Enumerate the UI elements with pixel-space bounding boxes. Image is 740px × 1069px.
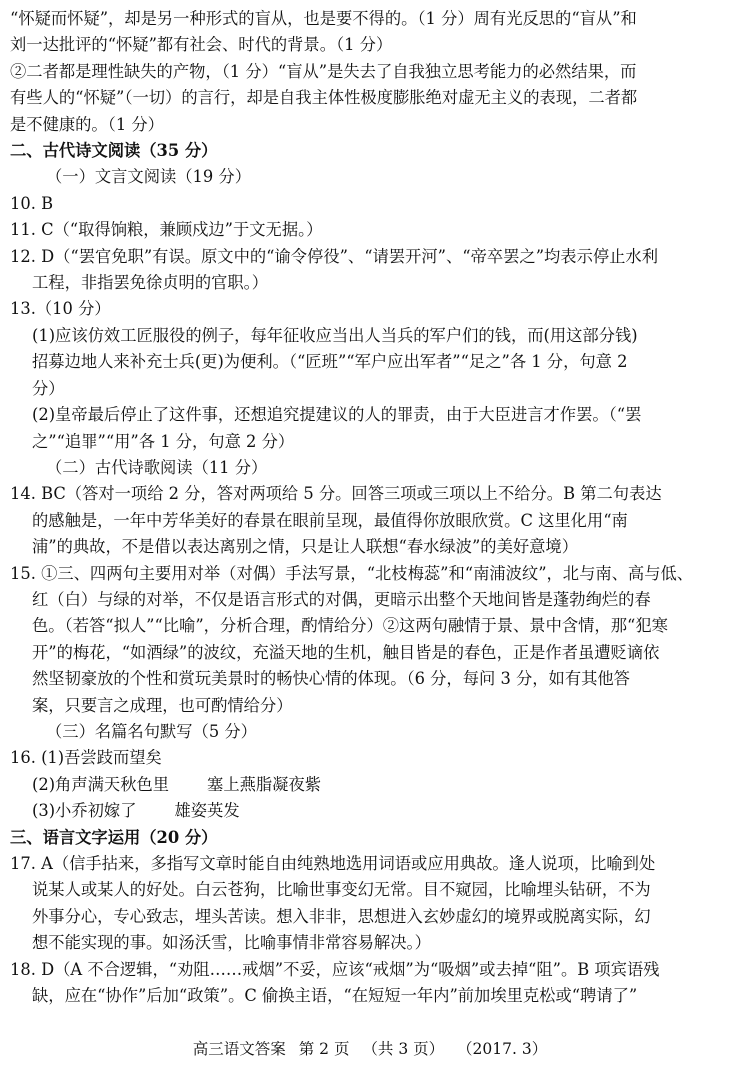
text-line: 的感触是，一年中芳华美好的春景在眼前呈现，最值得你放眼欣赏。C 这里化用“南	[32, 510, 628, 530]
section-heading: 三、语言文字运用（20 分）	[10, 827, 218, 847]
verse-line: (3)小乔初嫁了	[32, 801, 137, 821]
text-line	[10, 798, 730, 824]
text-line: 色。（若答“拟人”“比喻”，分析合理，酌情给分）②这两句融情于景、景中含情，那“犯寒	[32, 616, 668, 636]
subsection-heading: （一）文言文阅读（19 分）	[46, 167, 251, 187]
answer-15	[10, 561, 730, 719]
page-footer	[0, 1038, 740, 1060]
text-line: 外事分心，专心致志，埋头苦读。想入非非，思想进入玄妙虚幻的境界或脱离实际，幻	[32, 906, 651, 926]
text-line: 缺，应在“协作”后加“政策”。C 偷换主语，“在短短一年内”前加埃里克松或“聘请了”	[32, 986, 638, 1006]
footer-total-pages: （共 3 页）	[362, 1040, 445, 1058]
text-line: 有些人的“怀疑”（一切）的言行，却是自我主体性极度膨胀绝对虚无主义的表现，二者都	[10, 88, 638, 108]
answer-18	[10, 957, 730, 1010]
text-line: 想不能实现的事。如汤沃雪，比喻事情非常容易解决。）	[32, 933, 431, 953]
text-line: 18. D（A 不合逻辑，“劝阻……戒烟”不妥，应该“戒烟”为“吸烟”或去掉“阻”。B 项宾语残	[10, 959, 660, 979]
verse-line: 雄姿英发	[174, 801, 240, 821]
text-line: 开”的梅花，“如酒绿”的波纹，充溢天地的生机，触目皆是的春色，正是作者虽遭贬谪依	[32, 642, 660, 662]
text-line: ②二者都是理性缺失的产物，（1 分）“盲从”是失去了自我独立思考能力的必然结果，而	[10, 61, 637, 81]
text-line: 是不健康的。（1 分）	[10, 114, 164, 134]
verse-line: 塞上燕脂凝夜紫	[207, 774, 322, 794]
text-line: 之”“追罪”“用”各 1 分，句意 2 分）	[32, 431, 295, 451]
text-line: 分）	[32, 378, 65, 398]
text-line: 16. (1)吾尝跂而望矣	[10, 748, 162, 768]
text-line: 15. ①三、四两句主要用对举（对偶）手法写景，“北枝梅蕊”和“南浦波纹”，北与南、高与低、	[10, 563, 694, 583]
answer-10: 10. B	[10, 193, 54, 213]
answer-14	[10, 481, 730, 560]
text-line: 刘一达批评的“怀疑”都有社会、时代的背景。（1 分）	[10, 35, 393, 55]
text-line: 17. A（信手拈来，多指写文章时能自由纯熟地选用词语或应用典故。逢人说项，比喻到处	[10, 854, 656, 873]
text-line: (2)皇帝最后停止了这件事，还想追究提建议的人的罪责，由于大臣进言才作罢。（“罢	[32, 405, 642, 425]
answer-13	[10, 296, 730, 454]
section-heading: 二、古代诗文阅读（35 分）	[10, 141, 218, 161]
text-line: 案，只要言之成理，也可酌情给分）	[32, 695, 293, 715]
text-line: 工程，非指罢免徐贞明的官职。）	[32, 273, 269, 293]
footer-title: 高三语文答案	[192, 1040, 286, 1058]
text-line	[10, 772, 730, 798]
footer-page-number: 第 2 页	[298, 1040, 350, 1058]
text-line: 招募边地人来补充士兵(更)为便利。（“匠班”“军户应出军者”“足之”各 1 分，句意 2	[32, 352, 628, 372]
text-line: 然坚韧豪放的个性和赏玩美景时的畅快心情的体现。（6 分，每问 3 分，如有其他答	[32, 669, 630, 689]
subsection-heading: （二）古代诗歌阅读（11 分）	[46, 457, 268, 477]
text-line: 说某人或某人的好处。白云苍狗，比喻世事变幻无常。目不窥园，比喻埋头钻研，不为	[32, 880, 651, 900]
text-line: 12. D（“罢官免职”有误。原文中的“谕令停役”、“请罢开河”、“帝卒罢之”均表示停止水利	[10, 246, 658, 266]
text-line: 红（白）与绿的对举，不仅是语言形式的对偶，更暗示出整个天地间皆是蓬勃绚烂的春	[32, 589, 651, 609]
text-line: 13.（10 分）	[10, 299, 111, 319]
answer-11: 11. C（“取得饷粮，兼顾戍边”于文无据。）	[10, 220, 323, 240]
intro-block	[10, 6, 730, 138]
verse-line: (2)角声满天秋色里	[32, 774, 170, 794]
answer-12	[10, 244, 730, 297]
answer-17	[10, 851, 730, 957]
answer-16	[10, 745, 730, 824]
text-line: “怀疑而怀疑”，却是另一种形式的盲从，也是要不得的。（1 分）周有光反思的“盲从”和	[10, 9, 637, 28]
subsection-heading: （三）名篇名句默写（5 分）	[46, 721, 257, 741]
text-line: 浦”的典故，不是借以表达离别之情，只是让人联想“春水绿波”的美好意境）	[32, 537, 578, 557]
text-line: (1)应该仿效工匠服役的例子，每年征收应当出人当兵的军户们的钱，而(用这部分钱)	[32, 325, 638, 345]
footer-date: （2017. 3）	[457, 1040, 548, 1058]
text-line: 14. BC（答对一项给 2 分，答对两项给 5 分。回答三项或三项以上不给分。B 第二句表达	[10, 484, 662, 504]
